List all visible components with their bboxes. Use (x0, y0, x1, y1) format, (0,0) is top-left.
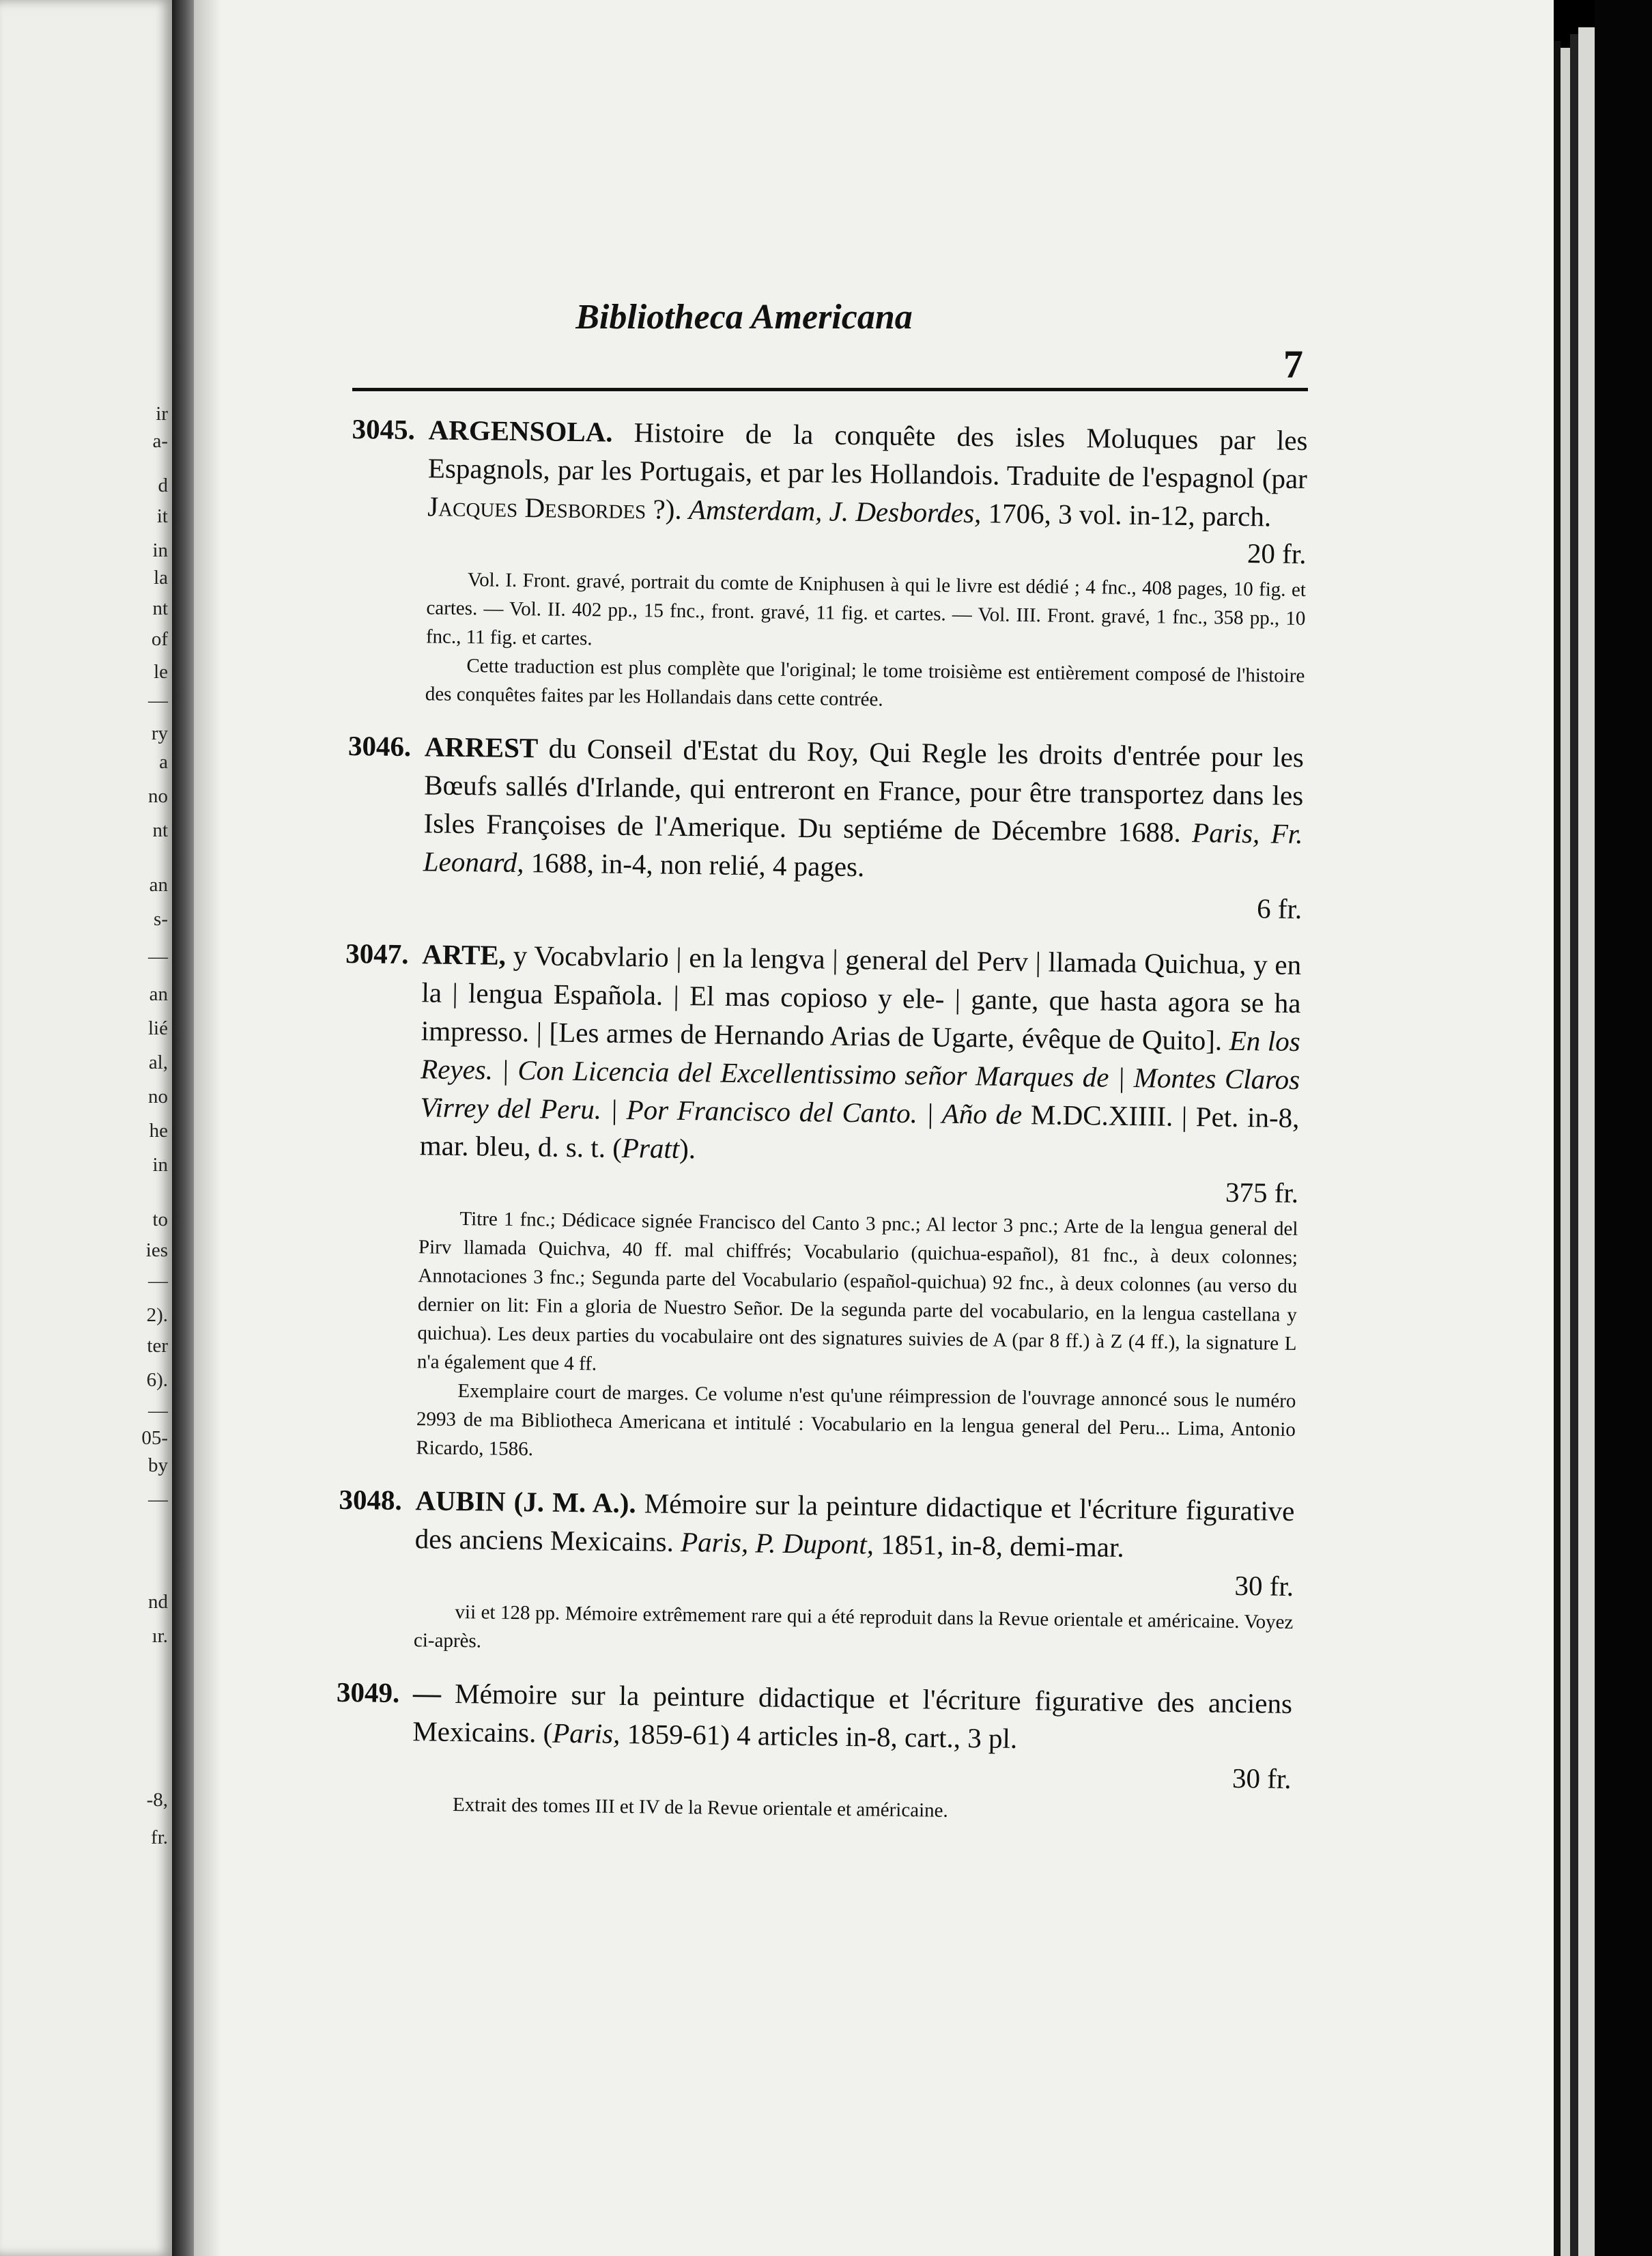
entry-number: 3049. (336, 1676, 400, 1708)
catalogue-entry (335, 1673, 1292, 1829)
previous-page-fragment: ır. (152, 1625, 168, 1647)
page-edge (1570, 34, 1578, 2256)
entry-number: 3046. (347, 729, 412, 763)
entries-list (334, 410, 1307, 1848)
entry-price: 20 fr. (1247, 537, 1307, 570)
previous-page-fragment: le (154, 661, 168, 683)
note-paragraph: vii et 128 pp. Mémoire extrêmement rare qui a été reproduit dans la Revue orientale et américaine. Voyez ci-après. (413, 1601, 1294, 1652)
previous-page-fragment: 6). (146, 1369, 168, 1391)
entry-description (343, 934, 1302, 1175)
previous-page-fragment: a- (152, 430, 168, 452)
previous-page-fragment: — (148, 946, 168, 968)
entry-text: 1706, 3 vol. in-12, parch. (981, 497, 1272, 533)
previous-page-fragment: ies (145, 1239, 168, 1261)
entry-text: Paris, P. Dupont, (680, 1526, 874, 1560)
catalogue-entry (337, 1480, 1295, 1665)
entry-text: du Conseil d'Estat du Roy, Qui Regle les droits d'entrée pour les Bœufs sallés d'Irlande, qui entreront en France, pour être transportez dans les Isles Françoises de l'Amerique. Du septiéme de Décembre 1688. (423, 732, 1305, 849)
previous-page-fragment: s- (154, 908, 168, 930)
previous-page-fragment: -8, (146, 1789, 168, 1811)
entry-price: 30 fr. (1231, 1762, 1292, 1794)
entry-text: Histoire de la conquête des isles Moluques par les Espagnols, par les Portugais, et par les Hollandois. Traduite de l'espagnol (par (427, 416, 1308, 495)
entry-author: ARGENSOLA. (428, 414, 613, 448)
entry-price: 375 fr. (1225, 1176, 1299, 1209)
note-paragraph: Titre 1 fnc.; Dédicace signée Francisco del Canto 3 pnc.; Al lector 3 pnc.; Arte de la lengua general del Pirv llamada Quichva, 40 ff. mal chiffrés; Vocabulario (quichua-español), 81 fnc., à deux colonnes; Annotaciones 3 fnc.; Segunda parte del Vocabulario (español-quichua) 92 fnc., à deux colonnes (au verso du dernier on lit: Fin a gloria de Nuestro Señor. De la segunda parte del vocabulario, en la lengua castellana y quichua). Les deux parties du vocabulaire ont des signatures suivies de A (par 8 ff.) à Z (4 ff.), la signature L n'a également que 4 ff. (416, 1208, 1298, 1375)
previous-page-fragment: lié (148, 1017, 168, 1039)
entry-text: Amsterdam, J. Desbordes, (688, 494, 982, 529)
previous-page-fragment: — (148, 1489, 168, 1510)
running-head: Bibliotheca Americana (575, 298, 913, 337)
note-paragraph: Extrait des tomes III et IV de la Revue orientale et américaine. (452, 1793, 948, 1822)
entry-notes (339, 1203, 1298, 1473)
previous-page-fragment: — (148, 1400, 168, 1422)
entry-text: En los Reyes. | Con Licencia del Excellentissimo señor Marques de | Montes Claros Virrey del Peru. | Por Francisco del Canto. | Año de (420, 1024, 1301, 1131)
previous-page-fragment: an (149, 983, 168, 1005)
entry-notes (335, 1789, 1291, 1829)
entry-text: Paris, Fr. Leonard, (423, 817, 1303, 879)
previous-page-fragment: d (158, 475, 168, 496)
entry-author: — (412, 1677, 442, 1709)
entry-notes (337, 1596, 1294, 1665)
previous-page-fragment: he (149, 1120, 168, 1142)
previous-page-edge (0, 0, 172, 2256)
previous-page-fragment: nt (152, 597, 168, 619)
entry-text: 1851, in-8, demi-mar. (873, 1528, 1124, 1563)
previous-page-fragment: a (159, 751, 168, 773)
previous-page-fragment: ir (156, 403, 168, 425)
previous-page-fragment: no (148, 785, 168, 807)
entry-text: Mémoire sur la peinture didactique et l'écriture figurative des anciens Mexicains. (414, 1487, 1295, 1558)
entry-price: 30 fr. (1234, 1569, 1294, 1602)
entry-price: 6 fr. (1256, 892, 1302, 925)
entry-text: Jacques Desbordes (427, 490, 646, 525)
entry-text: Mémoire sur la peinture didactique et l'écriture figurative des anciens Mexicains. ( (412, 1677, 1293, 1749)
page-edge (1578, 27, 1595, 2256)
previous-page-fragment: in (152, 1154, 168, 1176)
previous-page-fragment: — (148, 1270, 168, 1292)
page-number: 7 (1283, 342, 1303, 386)
previous-page-fragment: al, (148, 1052, 168, 1073)
entry-text: 1688, in-4, non relié, 4 pages. (524, 847, 865, 883)
previous-page-fragment: nt (152, 819, 168, 841)
page-edge (1595, 0, 1652, 2256)
previous-page-fragment: by (148, 1454, 168, 1476)
previous-page-fragment: nd (148, 1591, 168, 1613)
book-gutter (172, 0, 194, 2256)
entry-description (338, 1480, 1294, 1568)
entry-number: 3048. (339, 1483, 403, 1517)
entry-text: ). (679, 1132, 696, 1165)
previous-page-fragment: to (152, 1209, 168, 1230)
note-paragraph: Exemplaire court de marges. Ce volume n'est qu'une réimpression de l'ouvrage annoncé sous le numéro 2993 de ma Bibliotheca Americana et intitulé : Vocabulario en la lengua general del Peru... Lima, Antonio Ricardo, 1586. (416, 1379, 1296, 1461)
previous-page-fragment: no (148, 1086, 168, 1108)
entry-description (351, 410, 1308, 536)
previous-page-fragment: in (152, 539, 168, 561)
catalogue-entry (339, 934, 1301, 1473)
page-edge (1561, 48, 1570, 2256)
entry-text: Paris, (552, 1717, 621, 1749)
previous-page-fragment: an (149, 874, 168, 896)
entry-number: 3047. (345, 937, 409, 970)
note-paragraph: Cette traduction est plus complète que l'original; le tome troisième est entièrement composé de l'histoire des conquêtes faites par les Hollandais dans cette contrée. (425, 655, 1305, 711)
previous-page-fragment: la (154, 567, 168, 589)
entry-author: ARREST (424, 731, 539, 764)
entry-text: ?). (646, 493, 689, 526)
entry-description (347, 727, 1305, 891)
entry-description (336, 1673, 1292, 1761)
previous-page-fragment: — (148, 690, 168, 711)
entry-notes (349, 564, 1306, 719)
previous-page-fragment: 2). (146, 1304, 168, 1326)
previous-page-fragment: ter (147, 1335, 168, 1357)
note-paragraph: Vol. I. Front. gravé, portrait du comte de Kniphusen à qui le livre est dédié ; 4 fnc., 408 pages, 10 fig. et cartes. — Vol. II. 402 pp., 15 fnc., front. gravé, 11 fig. et cartes. — Vol. III. Front. gravé, 1 fnc., 358 pp., 10 fnc., 11 fig. et cartes. (425, 569, 1307, 650)
previous-page-fragment: it (156, 505, 168, 527)
entry-text: 1859-61) 4 articles in-8, cart., 3 pl. (620, 1717, 1018, 1755)
entry-text: Pratt (621, 1131, 680, 1164)
previous-page-fragment: fr. (151, 1827, 168, 1848)
entry-author: AUBIN (J. M. A.). (415, 1484, 637, 1519)
entry-text: M.DC.XIIII. | Pet. in-8, mar. bleu, d. s. t. ( (419, 1099, 1300, 1164)
catalogue-entry (346, 727, 1304, 927)
previous-page-fragment: of (151, 628, 168, 650)
entry-number: 3045. (352, 412, 416, 446)
entry-text: y Vocabvlario | en la lengva | general del Perv | llamada Quichua, y en la | lengua Española. | El mas copioso y ele- | gante, que hasta agora se ha impresso. | [Les armes de Hernando Arias de Ugarte, évêque de Quito]. (421, 939, 1302, 1056)
previous-page-fragment: 05- (141, 1427, 168, 1449)
entry-author: ARTE, (421, 938, 507, 971)
page-edge (1554, 41, 1561, 2256)
previous-page-fragment: ry (151, 722, 168, 744)
catalogue-entry (349, 410, 1308, 719)
header-rule (352, 388, 1308, 391)
